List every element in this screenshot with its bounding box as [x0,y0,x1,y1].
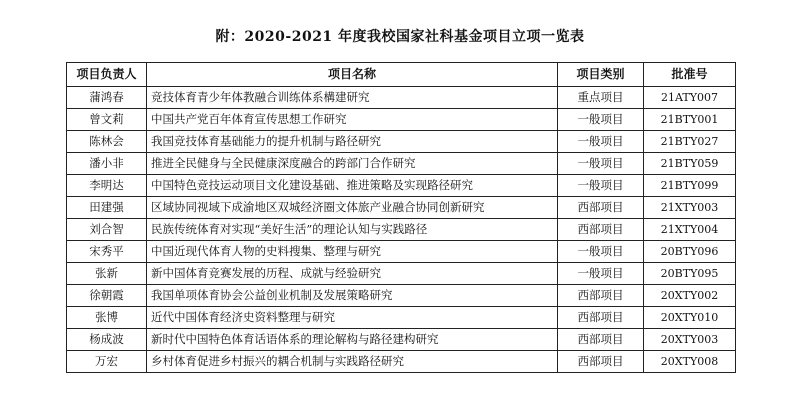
cell-project-type: 重点项目 [558,87,644,109]
cell-project-type: 西部项目 [558,219,644,241]
cell-project-name: 我国竞技体育基础能力的提升机制与路径研究 [147,131,558,153]
cell-approval-no: 20BTY096 [644,241,736,263]
table-header [67,63,736,87]
project-table [66,62,736,373]
cell-leader: 潘小非 [67,153,147,175]
cell-project-type: 西部项目 [558,285,644,307]
table-row [67,351,736,373]
cell-project-type: 一般项目 [558,131,644,153]
header-approval-no: 批准号 [644,63,736,87]
cell-approval-no: 21BTY027 [644,131,736,153]
table-row [67,241,736,263]
cell-project-name: 中国共产党百年体育宣传思想工作研究 [147,109,558,131]
cell-approval-no: 21BTY001 [644,109,736,131]
table-row [67,175,736,197]
cell-approval-no: 20XTY010 [644,307,736,329]
cell-approval-no: 21ATY007 [644,87,736,109]
cell-leader: 曾文莉 [67,109,147,131]
cell-project-type: 一般项目 [558,263,644,285]
cell-approval-no: 20BTY095 [644,263,736,285]
cell-project-name: 近代中国体育经济史资料整理与研究 [147,307,558,329]
table-row [67,109,736,131]
table-row [67,307,736,329]
header-row [67,63,736,87]
cell-leader: 田建强 [67,197,147,219]
cell-leader: 徐朝霞 [67,285,147,307]
table-row [67,263,736,285]
cell-leader: 张博 [67,307,147,329]
cell-project-type: 一般项目 [558,175,644,197]
cell-approval-no: 20XTY008 [644,351,736,373]
cell-project-type: 西部项目 [558,307,644,329]
header-project-name: 项目名称 [147,63,558,87]
cell-project-name: 新中国体育竞赛发展的历程、成就与经验研究 [147,263,558,285]
cell-project-name: 推进全民健身与全民健康深度融合的跨部门合作研究 [147,153,558,175]
cell-leader: 杨成波 [67,329,147,351]
table-row [67,219,736,241]
table-row [67,131,736,153]
cell-project-type: 一般项目 [558,241,644,263]
cell-approval-no: 20XTY003 [644,329,736,351]
cell-approval-no: 21BTY059 [644,153,736,175]
cell-approval-no: 21XTY004 [644,219,736,241]
table-row [67,87,736,109]
cell-leader: 刘合智 [67,219,147,241]
cell-leader: 蒲鸿春 [67,87,147,109]
cell-project-name: 竞技体育青少年体教融合训练体系構建研究 [147,87,558,109]
table-row [67,329,736,351]
cell-project-type: 一般项目 [558,153,644,175]
cell-project-name: 新时代中国特色体育话语体系的理论解构与路径建构研究 [147,329,558,351]
cell-leader: 宋秀平 [67,241,147,263]
cell-project-name: 乡村体育促进乡村振兴的耦合机制与实践路径研究 [147,351,558,373]
cell-approval-no: 21BTY099 [644,175,736,197]
cell-leader: 李明达 [67,175,147,197]
cell-project-name: 我国单项体育协会公益创业机制及发展策略研究 [147,285,558,307]
table-row [67,153,736,175]
header-leader: 项目负责人 [67,63,147,87]
table-body [67,87,736,373]
cell-project-type: 西部项目 [558,197,644,219]
cell-approval-no: 20XTY002 [644,285,736,307]
table-row [67,285,736,307]
document-title: 附：2020-2021 年度我校国家社科基金项目立项一览表 [215,29,585,45]
cell-project-name: 中国近现代体育人物的史料搜集、整理与研究 [147,241,558,263]
cell-approval-no: 21XTY003 [644,197,736,219]
cell-project-type: 西部项目 [558,329,644,351]
cell-project-name: 区域协同视域下成渝地区双城经济圈文体旅产业融合协同创新研究 [147,197,558,219]
cell-project-name: 中国特色竞技运动项目文化建设基础、推进策略及实现路径研究 [147,175,558,197]
cell-leader: 张新 [67,263,147,285]
cell-project-type: 西部项目 [558,351,644,373]
cell-leader: 万宏 [67,351,147,373]
table-row [67,197,736,219]
cell-project-type: 一般项目 [558,109,644,131]
header-project-type: 项目类别 [558,63,644,87]
cell-project-name: 民族传统体育对实现“美好生活”的理论认知与实践路径 [147,219,558,241]
cell-leader: 陈林会 [67,131,147,153]
